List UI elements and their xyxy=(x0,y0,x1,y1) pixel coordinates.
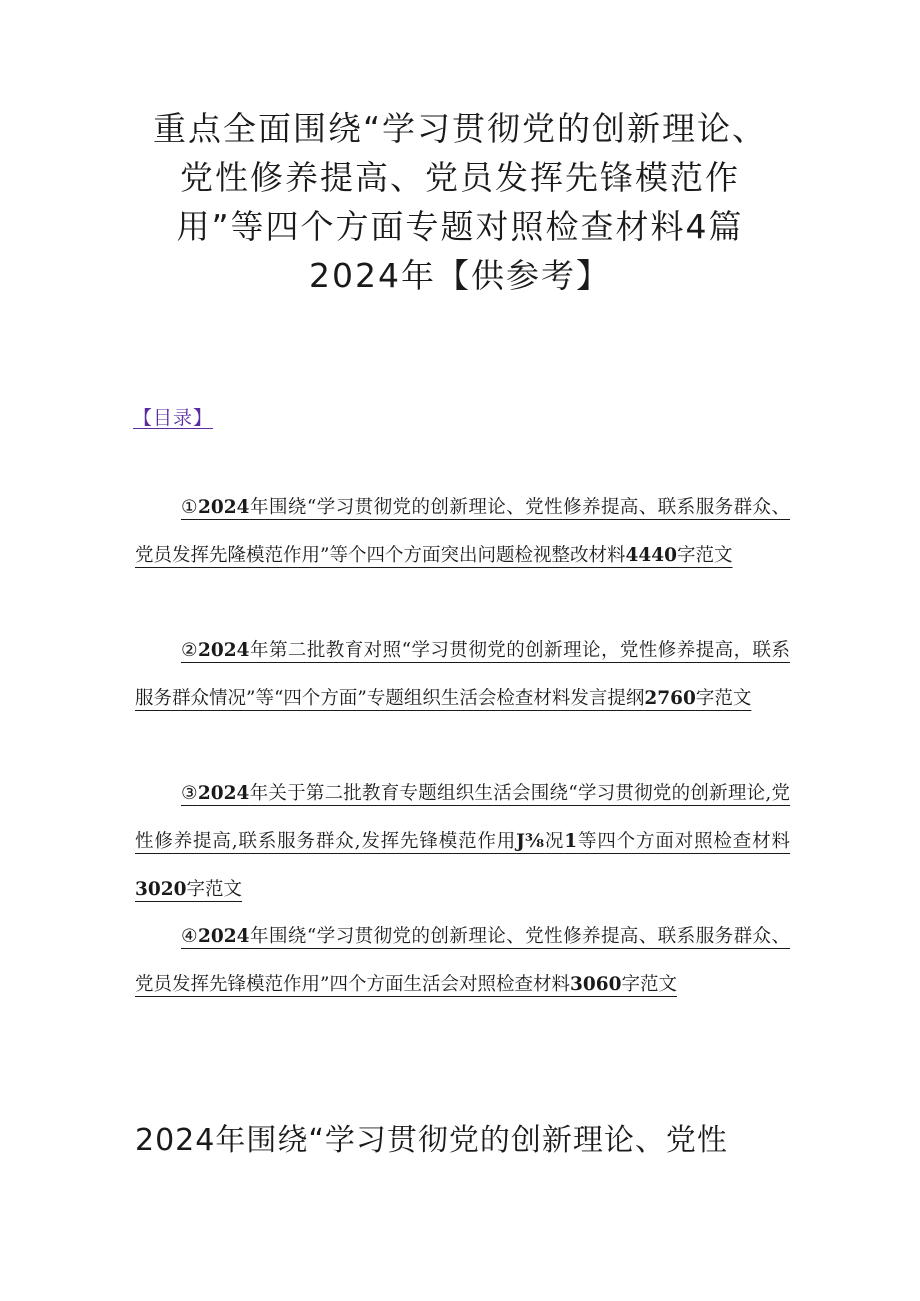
toc-suffix: 字范文 xyxy=(186,879,243,900)
toc-count: 3060 xyxy=(569,974,622,995)
toc-year: 2024 xyxy=(197,783,250,804)
toc-count: 2760 xyxy=(644,688,696,709)
toc-item[interactable] xyxy=(135,913,790,1009)
toc-item[interactable] xyxy=(135,627,790,723)
toc-text-continued: 况 xyxy=(544,831,565,852)
toc-marker: ③ xyxy=(181,783,198,804)
toc-link[interactable] xyxy=(135,640,790,709)
toc-label[interactable]: 【目录】 xyxy=(133,407,214,429)
section-heading: 2024年围绕“学习贯彻党的创新理论、党性 xyxy=(135,1123,728,1158)
toc-count: 4440 xyxy=(625,545,677,566)
toc-link[interactable] xyxy=(135,783,790,900)
toc-suffix: 字范文 xyxy=(695,688,752,709)
toc-ocr-fragment-2: 1 xyxy=(564,831,578,852)
toc-marker: ④ xyxy=(181,926,199,947)
toc-year: 2024 xyxy=(198,926,250,947)
toc-text: 年关于第二批教育专题组织生活会围绕“学习贯彻党的创新理论,党性修养提高,联系服务群众,发挥先锋模范作用 xyxy=(135,783,791,852)
toc-suffix: 字范文 xyxy=(676,545,733,566)
toc-item[interactable] xyxy=(135,770,790,914)
toc-item[interactable] xyxy=(135,484,790,580)
toc-text-continued-2: 等四个方面对照检查材料 xyxy=(577,831,790,852)
toc-link[interactable] xyxy=(135,497,790,566)
toc-text: 年围绕“学习贯彻党的创新理论、党性修养提高、联系服务群众、党员发挥先隆模范作用”等个四个方面突出问题检视整改材料 xyxy=(135,497,790,566)
toc-marker: ② xyxy=(181,640,199,661)
toc-marker: ① xyxy=(181,497,199,518)
document-title: 重点全面围绕“学习贯彻党的创新理论、党性修养提高、党员发挥先锋模范作用”等四个方面专题对照检查材料4篇2024年【供参考】 xyxy=(152,109,768,295)
toc-text: 年围绕“学习贯彻党的创新理论、党性修养提高、联系服务群众、党员发挥先锋模范作用”四个方面生活会对照检查材料 xyxy=(135,926,790,995)
toc-link[interactable] xyxy=(135,926,790,995)
toc-count: 3020 xyxy=(135,879,187,900)
toc-year: 2024 xyxy=(198,640,250,661)
toc-ocr-fragment: J⅜ xyxy=(516,831,545,852)
toc-suffix: 字范文 xyxy=(621,974,677,995)
toc-text: 年第二批教育对照“学习贯彻党的创新理论，党性修养提高，联系服务群众情况”等“四个方面”专题组织生活会检查材料发言提纲 xyxy=(135,640,790,709)
toc-year: 2024 xyxy=(198,497,250,518)
